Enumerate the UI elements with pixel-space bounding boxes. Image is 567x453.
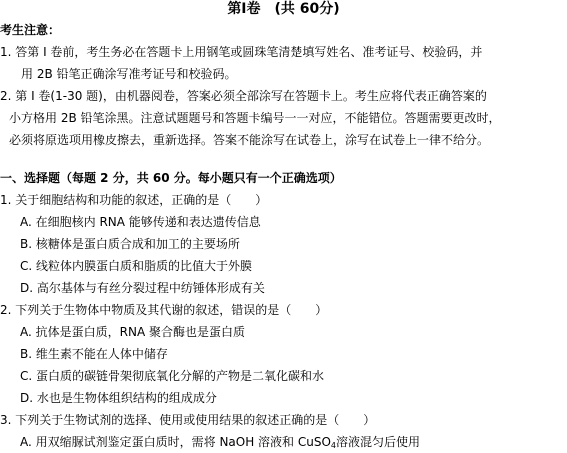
question-2-stem: 2. 下列关于生物体中物质及其代谢的叙述，错误的是（ ）: [0, 303, 328, 317]
section-heading: 一、选择题（每题 2 分，共 60 分。每小题只有一个正确选项）: [0, 171, 342, 185]
question-1-option-d: D. 高尔基体与有丝分裂过程中纺锤体形成有关: [20, 281, 265, 295]
note-2-line-2: 小方格用 2B 铅笔涂黑。注意试题题号和答题卡编号一一对应，不能错位。答题需要更改时，: [9, 111, 501, 125]
question-3-option-a: [20, 435, 420, 453]
note-1-line-2: 用 2B 铅笔正确涂写准考证号和校验码。: [21, 67, 237, 81]
page-title: 第Ⅰ卷 (共 60分): [227, 1, 340, 17]
question-2-option-a: A. 抗体是蛋白质，RNA 聚合酶也是蛋白质: [20, 325, 245, 339]
question-1-stem: 1. 关于细胞结构和功能的叙述，正确的是（ ）: [0, 193, 268, 207]
notes-heading: 考生注意：: [0, 23, 61, 37]
question-1-option-c: C. 线粒体内膜蛋白质和脂质的比值大于外膜: [20, 259, 253, 273]
subscript-4: 4: [330, 441, 337, 450]
question-2-option-b: B. 维生素不能在人体中储存: [20, 347, 168, 361]
question-2-option-d: D. 水也是生物体组织结构的组成成分: [20, 391, 217, 405]
question-2-option-c: C. 蛋白质的碳链骨架彻底氧化分解的产物是二氧化碳和水: [20, 369, 325, 383]
note-2-line-3: 必须将原选项用橡皮擦去，重新选择。答案不能涂写在试卷上，涂写在试卷上一律不给分。: [9, 133, 490, 147]
question-3-option-a-tail: 溶液混匀后使用: [336, 435, 421, 449]
note-2-line-1: 2. 第 Ⅰ 卷(1-30 题)，由机器阅卷，答案必须全部涂写在答题卡上。考生应将代表正确答案的: [0, 89, 487, 103]
question-3-option-a-text: A. 用双缩脲试剂鉴定蛋白质时，需将 NaOH 溶液和 CuSO: [20, 435, 331, 449]
question-1-option-a: A. 在细胞核内 RNA 能够传递和表达遗传信息: [20, 215, 261, 229]
note-1-line-1: 1. 答第 Ⅰ 卷前，考生务必在答题卡上用钢笔或圆珠笔清楚填写姓名、准考证号、校验码，并: [0, 45, 483, 59]
question-3-stem: 3. 下列关于生物试剂的选择、使用或使用结果的叙述正确的是（ ）: [0, 413, 376, 427]
question-1-option-b: B. 核糖体是蛋白质合成和加工的主要场所: [20, 237, 240, 251]
